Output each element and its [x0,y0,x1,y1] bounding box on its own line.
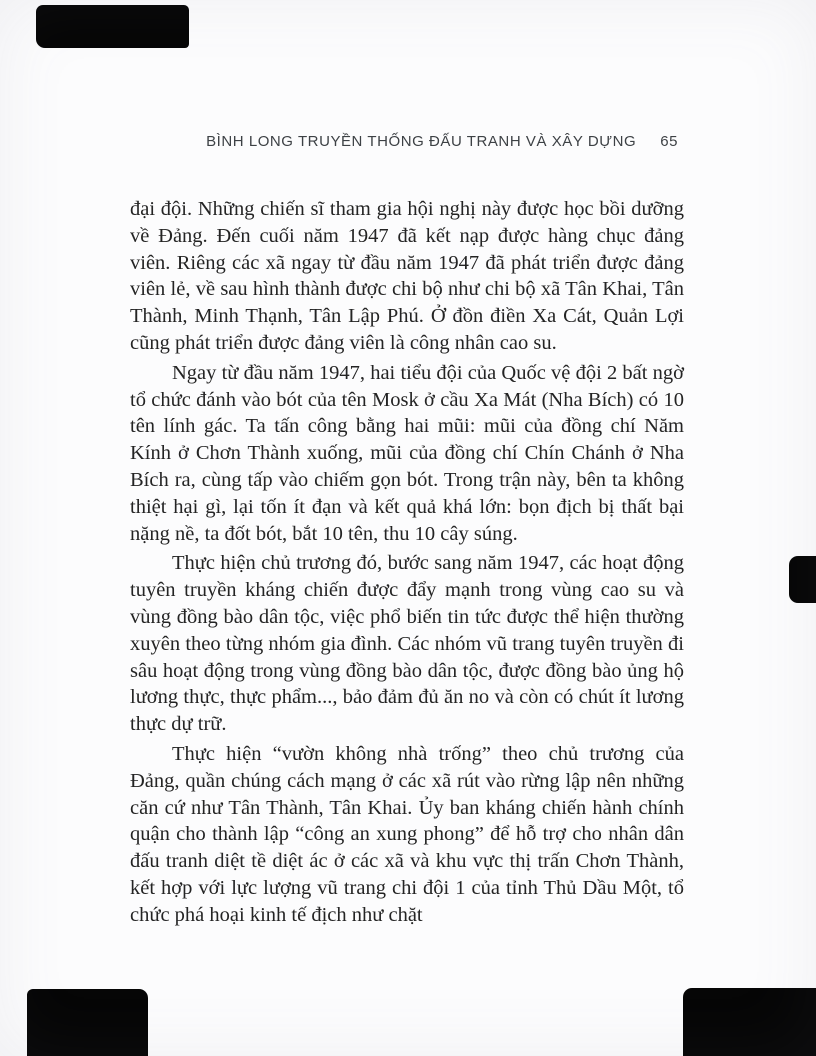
page-number: 65 [660,133,678,150]
scan-artifact-top-left [36,5,189,48]
paragraph: Thực hiện chủ trương đó, bước sang năm 1947, các hoạt động tuyên truyền kháng chiến được đẩy mạnh trong vùng cao su và vùng đồng bào dân tộc, việc phổ biến tin tức được thể hiện thường xuyên theo từng nhóm gia đình. Các nhóm vũ trang tuyên truyền đi sâu hoạt động trong vùng đồng bào dân tộc, được đồng bào ủng hộ lương thực, thực phẩm..., bảo đảm đủ ăn no và còn có chút ít lương thực dự trữ. [130,552,684,736]
running-header [130,133,678,150]
page-body [130,196,684,932]
paragraph: Ngay từ đầu năm 1947, hai tiểu đội của Quốc vệ đội 2 bất ngờ tổ chức đánh vào bót của tên Mosk ở cầu Xa Mát (Nha Bích) có 10 tên lính gác. Ta tấn công bằng hai mũi: mũi của đồng chí Năm Kính ở Chơn Thành xuống, mũi của đồng chí Chín Chánh ở Nha Bích ra, cùng tấp vào chiếm gọn bót. Trong trận này, bên ta không thiệt hại gì, lại tốn ít đạn và kết quả khá lớn: bọn địch bị thất bại nặng nề, ta đốt bót, bắt 10 tên, thu 10 cây súng. [130,361,684,545]
scan-artifact-bottom-right [683,988,816,1056]
paragraph: đại đội. Những chiến sĩ tham gia hội nghị này được học bồi dưỡng về Đảng. Đến cuối năm 1947 đã kết nạp được hàng chục đảng viên. Riêng các xã ngay từ đầu năm 1947 đã phát triển được đảng viên lẻ, về sau hình thành được chi bộ như chi bộ xã Tân Khai, Tân Thành, Minh Thạnh, Tân Lập Phú. Ở đồn điền Xa Cát, Quản Lợi cũng phát triển được đảng viên là công nhân cao su. [130,198,684,354]
paragraph: Thực hiện “vườn không nhà trống” theo chủ trương của Đảng, quần chúng cách mạng ở các xã rút vào rừng lập nên những căn cứ như Tân Thành, Tân Khai. Ủy ban kháng chiến hành chính quận cho thành lập “công an xung phong” để hỗ trợ cho nhân dân đấu tranh diệt tề diệt ác ở các xã và khu vực thị trấn Chơn Thành, kết hợp với lực lượng vũ trang chi đội 1 của tỉnh Thủ Dầu Một, tổ chức phá hoại kinh tế địch như chặt [130,742,684,926]
running-header-title: BÌNH LONG TRUYỀN THỐNG ĐẤU TRANH VÀ XÂY DỰNG [206,133,637,150]
scan-artifact-right-edge [789,556,816,603]
scan-artifact-bottom-left [27,989,148,1056]
